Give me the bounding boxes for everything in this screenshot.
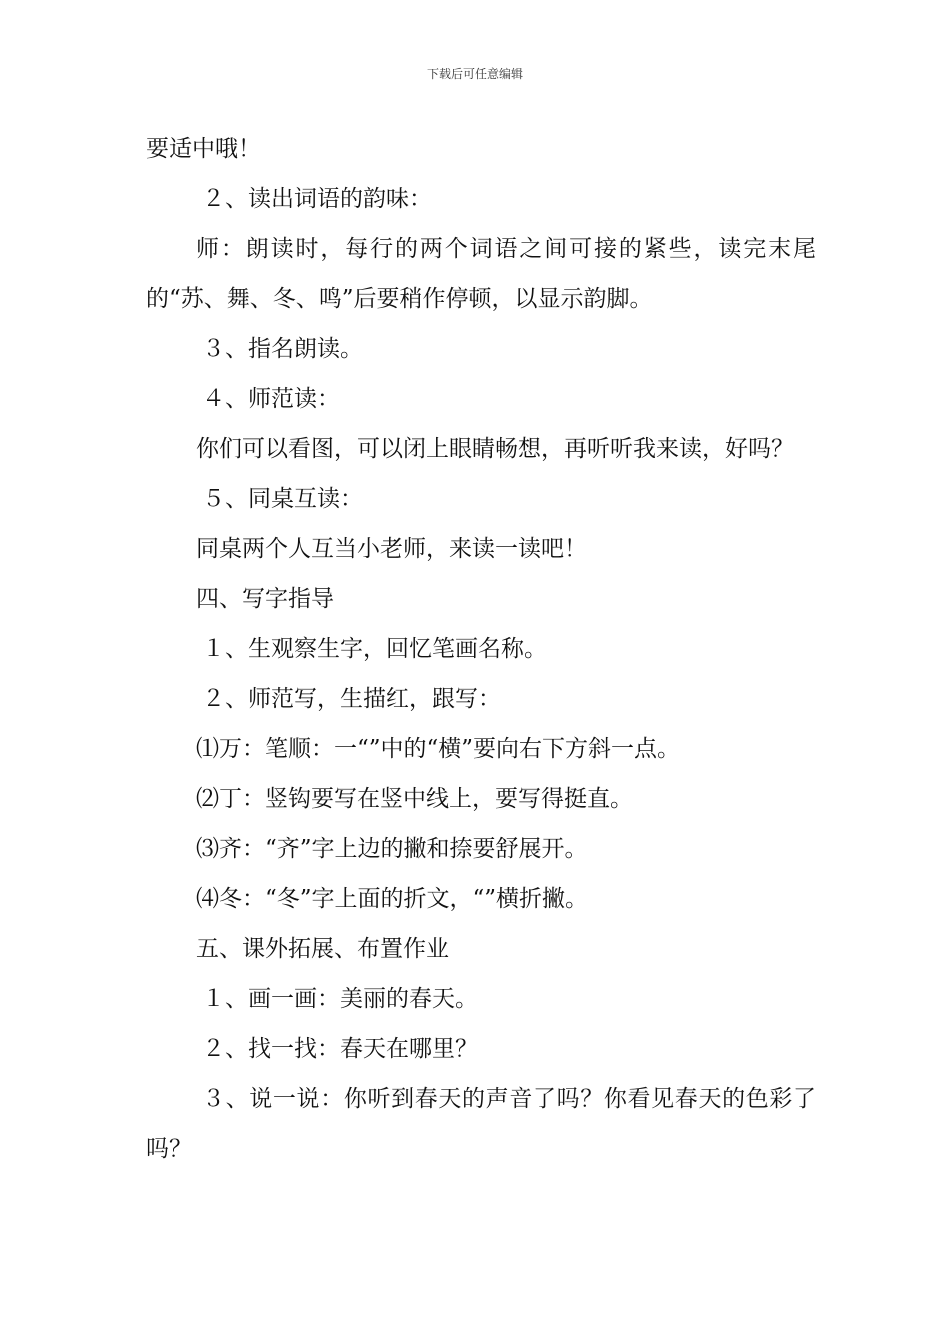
document-body bbox=[146, 124, 816, 1174]
list-item: ３、说一说：你听到春天的声音了吗？你看见春天的色彩了吗？ bbox=[146, 1086, 816, 1162]
list-item: ⑷冬：“冬”字上面的折文，“”横折撇。 bbox=[196, 886, 589, 912]
list-item: ⑵丁：竖钩要写在竖中线上，要写得挺直。 bbox=[196, 786, 633, 812]
list-item: ２、读出词语的韵味： bbox=[202, 186, 432, 212]
paragraph: 师：朗读时，每行的两个词语之间可接的紧些，读完末尾的“苏、舞、冬、鸣”后要稍作停顿，以显示韵脚。 bbox=[146, 236, 816, 312]
list-item: ２、师范写，生描红，跟写： bbox=[202, 686, 501, 712]
list-item: ３、指名朗读。 bbox=[202, 336, 363, 362]
paragraph: 你们可以看图，可以闭上眼睛畅想，再听听我来读，好吗？ bbox=[196, 436, 794, 462]
list-item: ５、同桌互读： bbox=[202, 486, 363, 512]
paragraph-continuation: 要适中哦！ bbox=[146, 136, 261, 162]
page-header-note: 下载后可任意编辑 bbox=[426, 67, 523, 81]
list-item: １、画一画：美丽的春天。 bbox=[202, 986, 478, 1012]
list-item: １、生观察生字，回忆笔画名称。 bbox=[202, 636, 547, 662]
section-heading: 五、课外拓展、布置作业 bbox=[196, 936, 449, 962]
list-item: ４、师范读： bbox=[202, 386, 340, 412]
section-heading: 四、写字指导 bbox=[196, 586, 334, 612]
list-item: ⑶齐：“齐”字上边的撇和捺要舒展开。 bbox=[196, 836, 588, 862]
paragraph: 同桌两个人互当小老师，来读一读吧！ bbox=[196, 536, 587, 562]
list-item: ２、找一找：春天在哪里？ bbox=[202, 1036, 478, 1062]
list-item: ⑴万：笔顺：一“”中的“横”要向右下方斜一点。 bbox=[196, 736, 681, 762]
